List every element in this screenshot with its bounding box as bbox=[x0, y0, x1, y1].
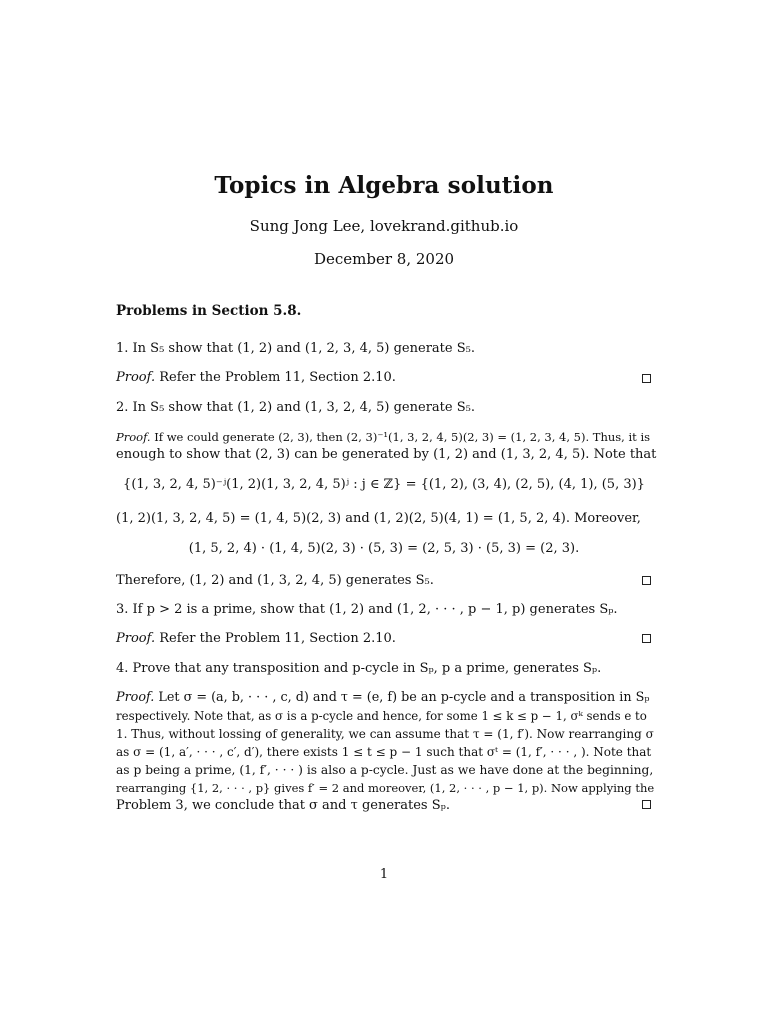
proof-text: If we could generate (2, 3), then (2, 3)⁻¹(1, 3, 2, 4, 5)(2, 3) = (1, 2, 3, 4, 5). Thus, it is bbox=[154, 430, 651, 444]
problem-1: 1. In S₅ show that (1, 2) and (1, 2, 3, 4, 5) generate S₅. bbox=[116, 341, 475, 356]
problem-3: 3. If p > 2 is a prime, show that (1, 2) and (1, 2, · · · , p − 1, p) generates Sₚ. bbox=[116, 602, 618, 617]
proof-4-line-6: rearranging {1, 2, · · · , p} gives f′ = 2 and moreover, (1, 2, · · · , p − 1, p). Now applying the bbox=[116, 781, 655, 795]
document-title: Topics in Algebra solution bbox=[214, 172, 554, 199]
proof-label: Proof. bbox=[116, 690, 155, 705]
proof-4-line-2: respectively. Note that, as σ is a p-cycle and hence, for some 1 ≤ k ≤ p − 1, σᵏ sends e to bbox=[116, 709, 647, 723]
proof-2-line-2: enough to show that (2, 3) can be generated by (1, 2) and (1, 3, 2, 4, 5). Note that bbox=[116, 447, 657, 462]
qed-icon bbox=[642, 374, 651, 383]
problem-2: 2. In S₅ show that (1, 2) and (1, 3, 2, 4, 5) generate S₅. bbox=[116, 400, 475, 415]
proof-text: Let σ = (a, b, · · · , c, d) and τ = (e, f) be an p-cycle and a transposition in Sₚ bbox=[158, 690, 650, 705]
proof-text: Refer the Problem 11, Section 2.10. bbox=[159, 631, 396, 646]
proof-text: Refer the Problem 11, Section 2.10. bbox=[159, 370, 396, 385]
proof-2-line-1 bbox=[116, 428, 654, 446]
problem-4: 4. Prove that any transposition and p-cycle in Sₚ, p a prime, generates Sₚ. bbox=[116, 661, 602, 676]
proof-4-line-7: Problem 3, we conclude that σ and τ generates Sₚ. bbox=[116, 798, 450, 813]
display-equation-1: {(1, 3, 2, 4, 5)⁻ʲ(1, 2)(1, 3, 2, 4, 5)ʲ : j ∈ ℤ} = {(1, 2), (3, 4), (2, 5), (4, 1), (5, 3)} bbox=[123, 477, 645, 492]
proof-3 bbox=[116, 630, 654, 648]
document-date: December 8, 2020 bbox=[313, 250, 455, 268]
qed-icon bbox=[642, 800, 651, 809]
qed-icon bbox=[642, 576, 651, 585]
proof-label: Proof. bbox=[116, 430, 151, 444]
author-line: Sung Jong Lee, lovekrand.github.io bbox=[249, 217, 519, 235]
section-heading: Problems in Section 5.8. bbox=[116, 303, 302, 319]
proof-label: Proof. bbox=[116, 370, 156, 385]
proof-1 bbox=[116, 369, 654, 387]
proof-label: Proof. bbox=[116, 631, 156, 646]
proof-4-line-3: 1. Thus, without lossing of generality, we can assume that τ = (1, f′). Now rearranging σ bbox=[116, 727, 654, 741]
proof-2-line-4: Therefore, (1, 2) and (1, 3, 2, 4, 5) generates S₅. bbox=[116, 573, 434, 588]
qed-icon bbox=[642, 634, 651, 643]
proof-4-line-5: as p being a prime, (1, f′, · · · ) is also a p-cycle. Just as we have done at the beginning, bbox=[116, 763, 654, 777]
proof-4-line-4: as σ = (1, a′, · · · , c′, d′), there exists 1 ≤ t ≤ p − 1 such that σᵗ = (1, f′, · · · , ). Note that bbox=[116, 745, 652, 759]
display-equation-2: (1, 5, 2, 4) · (1, 4, 5)(2, 3) · (5, 3) = (2, 5, 3) · (5, 3) = (2, 3). bbox=[188, 541, 580, 556]
proof-4-line-1 bbox=[116, 689, 654, 707]
page-number: 1 bbox=[379, 867, 389, 882]
proof-2-line-3: (1, 2)(1, 3, 2, 4, 5) = (1, 4, 5)(2, 3) and (1, 2)(2, 5)(4, 1) = (1, 5, 2, 4). Moreover, bbox=[116, 511, 641, 526]
